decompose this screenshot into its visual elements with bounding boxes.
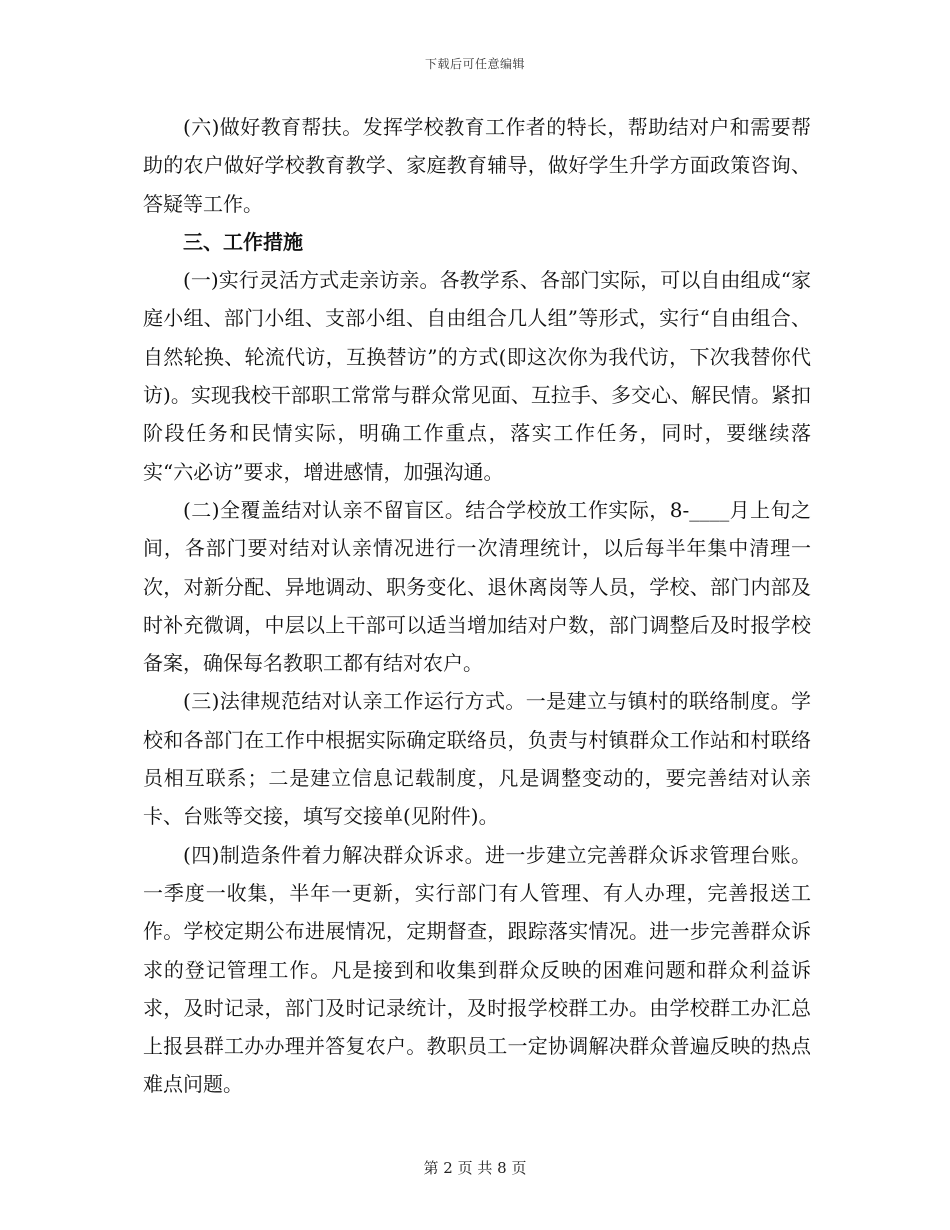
paragraph-6-education-support: (六)做好教育帮扶。发挥学校教育工作者的特长，帮助结对户和需要帮助的农户做好学校教育教学、家庭教育辅导，做好学生升学方面政策咨询、答疑等工作。: [143, 115, 811, 216]
page-footer: 第 2 页 共 8 页: [423, 1159, 527, 1177]
document-body: [143, 108, 811, 1104]
paragraph-1-visits: (一)实行灵活方式走亲访亲。各教学系、各部门实际，可以自由组成“家庭小组、部门小组、支部小组、自由组合几人组”等形式，实行“自由组合、自然轮换、轮流代访，互换替访”的方式(即这次你为我代访，下次我替你代访)。实现我校干部职工常常与群众常见面、互拉手、多交心、解民情。紧扣阶段任务和民情实际，明确工作重点，落实工作任务，同时，要继续落实“六必访”要求，增进感情，加强沟通。: [143, 268, 811, 484]
paragraph-4-appeals: (四)制造条件着力解决群众诉求。进一步建立完善群众诉求管理台账。一季度一收集，半年一更新，实行部门有人管理、有人办理，完善报送工作。学校定期公布进展情况，定期督查，跟踪落实情况。进一步完善群众诉求的登记管理工作。凡是接到和收集到群众反映的困难问题和群众利益诉求，及时记录，部门及时记录统计，及时报学校群工办。由学校群工办汇总上报县群工办办理并答复农户。教职员工一定协调解决群众普遍反映的热点难点问题。: [143, 842, 811, 1097]
page-header: 下载后可任意编辑: [424, 57, 525, 71]
paragraph-2-coverage: (二)全覆盖结对认亲不留盲区。结合学校放工作实际，8-____月上旬之间，各部门要对结对认亲情况进行一次清理统计，以后每半年集中清理一次，对新分配、异地调动、职务变化、退休离岗等人员，学校、部门内部及时补充微调，中层以上干部可以适当增加结对户数，部门调整后及时报学校备案，确保每名教职工都有结对农户。: [143, 497, 811, 676]
paragraph-3-regulation: (三)法律规范结对认亲工作运行方式。一是建立与镇村的联络制度。学校和各部门在工作中根据实际确定联络员，负责与村镇群众工作站和村联络员相互联系；二是建立信息记载制度，凡是调整变动的，要完善结对认亲卡、台账等交接，填写交接单(见附件)。: [143, 689, 811, 829]
section-heading-measures: 三、工作措施: [183, 229, 303, 254]
